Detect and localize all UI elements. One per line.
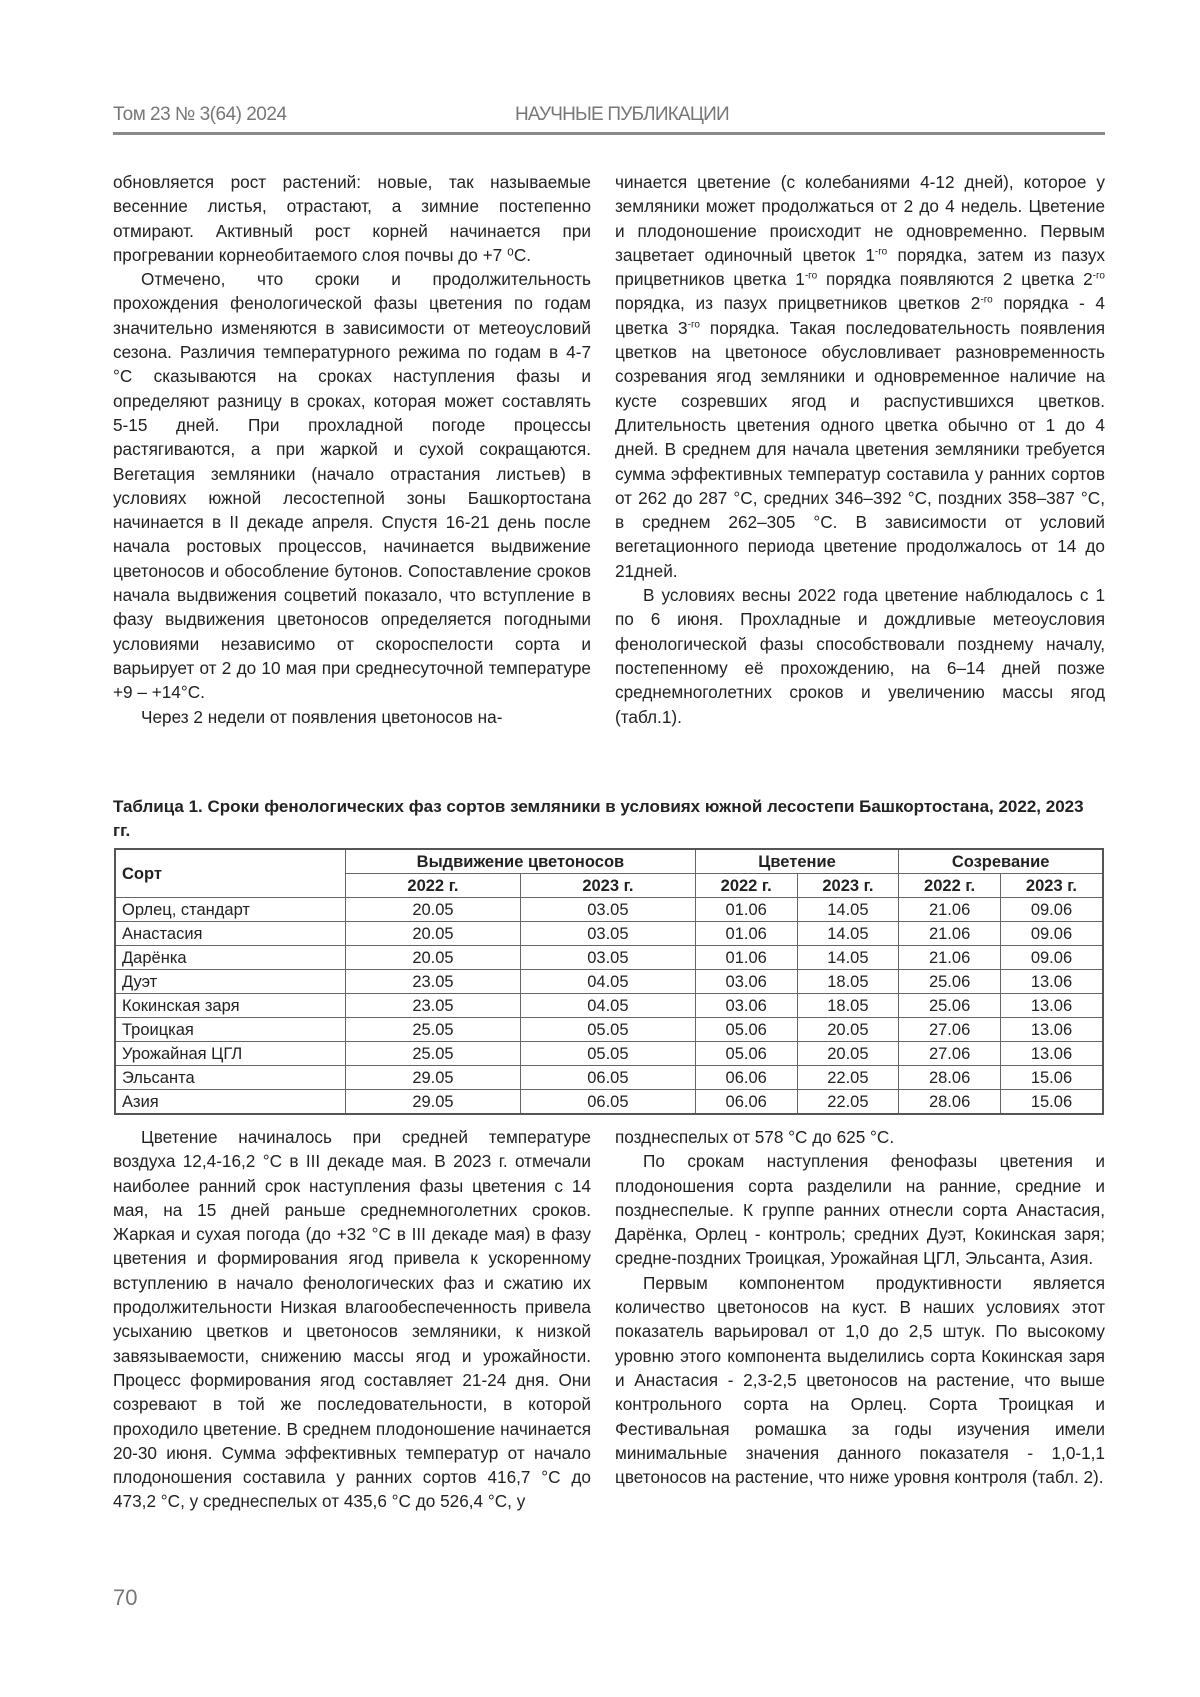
cell-date: 06.06 (695, 1066, 797, 1090)
cell-date: 20.05 (346, 922, 521, 946)
cell-date: 15.06 (1000, 1090, 1103, 1115)
paragraph: Отмечено, что сроки и продолжительность прохождения фенологической фазы цветения по годам значительно изменяются в зависимости от метеоусловий сезона. Различия температурного режима по годам в 4-7 °С сказываются на сроках наступления фазы и определяют разницу в сроках, которая может составлять 5-15 дней. При прохладной погоде процессы растягиваются, а при жаркой и сухой сокращаются. Вегетация земляники (начало отрастания листьев) в условиях южной лесостепной зоны Башкортостана начинается в II декаде апреля. Спустя 16-21 день после начала ростовых процессов, начинается выдвижение цветоносов и обособление бутонов. Сопоставление сроков начала выдвижения соцветий показало, что вступление в фазу выдвижения цветоносов определяется погодными условиями независимо от скороспелости сорта и варьирует от 2 до 10 мая при среднесуточной температуре +9 – +14°С. (113, 269, 591, 703)
cell-variety: Дуэт (115, 970, 346, 994)
cell-date: 05.05 (520, 1042, 695, 1066)
cell-date: 20.05 (797, 1018, 899, 1042)
col-header-sort: Сорт (115, 849, 346, 898)
cell-date: 20.05 (797, 1042, 899, 1066)
cell-date: 09.06 (1000, 922, 1103, 946)
cell-date: 18.05 (797, 994, 899, 1018)
cell-date: 09.06 (1000, 946, 1103, 970)
cell-date: 01.06 (695, 898, 797, 922)
paragraph: позднеспелых от 578 °С до 625 °С. (615, 1127, 895, 1147)
text-run: порядка. Такая последовательность появления цветков на цветоносе обусловливает разновременность созревания ягод земляники и одновременное наличие на кусте созревших ягод и распустившихся цветков. Длительность цветения одного цветка обычно от 1 до 4 дней. В среднем для начала цветения земляники требуется сумма эффективных температур составила у ранних сортов от 262 до 287 °С, средних 346–392 °С, поздних 358–387 °С, в среднем 262–305 °С. В зависимости от условий вегетационного периода цветение продолжалось от 14 до 21дней. (615, 317, 1106, 581)
cell-date: 27.06 (899, 1018, 1001, 1042)
cell-date: 20.05 (346, 898, 521, 922)
cell-date: 20.05 (346, 946, 521, 970)
cell-date: 05.06 (695, 1018, 797, 1042)
table-row (115, 946, 1103, 970)
cell-date: 14.05 (797, 898, 899, 922)
text-run: чинается цветение (с колебаниями 4-12 дней), которое у земляники может продолжаться от 2 до 4 недель. Цветение и плодоношение происходит не одновременно. Первым зацветает одиночный цветок 1 (615, 172, 1105, 265)
cell-date: 06.05 (520, 1066, 695, 1090)
cell-date: 21.06 (899, 922, 1001, 946)
left-column-top (113, 170, 591, 729)
cell-date: 06.06 (695, 1090, 797, 1115)
cell-date: 14.05 (797, 946, 899, 970)
right-column-bottom (615, 1125, 1105, 1489)
text-run: порядка, из пазух прицветников цветков 2 (615, 293, 981, 314)
cell-date: 13.06 (1000, 1018, 1103, 1042)
superscript: -го (687, 319, 700, 331)
col-group-header: Выдвижение цветоносов (346, 849, 696, 874)
table-row (115, 994, 1103, 1018)
paragraph: По срокам наступления фенофазы цветения и плодоношения сорта разделили на ранние, средние и позднеспелые. К группе ранних отнесли сорта Анастасия, Дарёнка, Орлец - контроль; средних Дуэт, Кокинская заря; средне-поздних Троицкая, Урожайная ЦГЛ, Эльсанта, Азия. (615, 1151, 1105, 1269)
cell-date: 03.06 (695, 970, 797, 994)
table-row (115, 1042, 1103, 1066)
cell-date: 06.05 (520, 1090, 695, 1115)
cell-date: 25.05 (346, 1018, 521, 1042)
table-row (115, 898, 1103, 922)
col-header-year: 2023 г. (520, 874, 695, 898)
cell-date: 05.05 (520, 1018, 695, 1042)
text-run: порядка, затем из пазух прицветников цветка 1 (615, 244, 1106, 290)
text-run: порядка - 4 цветка 3 (615, 293, 1105, 338)
cell-date: 28.06 (899, 1090, 1001, 1115)
table-row (115, 1066, 1103, 1090)
page-number: 70 (113, 1585, 138, 1610)
header-rule (113, 132, 1105, 135)
paragraph: Первым компонентом продуктивности является количество цветоносов на куст. В наших условиях этот показатель варьировал от 1,0 до 2,5 штук. По высокому уровню этого компонента выделились сорта Кокинская заря и Анастасия - 2,3-2,5 цветоносов на растение, что выше контрольного сорта на Орлец. Сорта Троицкая и Фестивальная ромашка за годы изучения имели минимальные значения данного показателя - 1,0-1,1 цветоносов на растение, что ниже уровня контроля (табл. 2). (615, 1272, 1105, 1488)
paragraph: Цветение начиналось при средней температуре воздуха 12,4-16,2 °С в III декаде мая. В 2023 г. отмечали наиболее ранний срок наступления фазы цветения с 14 мая, на 15 дней раньше среднемноголетних сроков. Жаркая и сухая погода (до +32 °С в III декаде мая) в фазу цветения и формирования ягод привела к ускоренному вступлению в начало фенологических фаз и сжатию их продолжительности Низкая влагообеспеченность привела усыханию цветков и цветоносов земляники, к низкой завязываемости, снижению массы ягод и урожайности. Процесс формирования ягод составляет 21-24 дня. Они созревают в той же последовательности, в которой проходило цветение. В среднем плодоношение начинается 20-30 июня. Сумма эффективных температур от начало плодоношения составила у ранних сортов 416,7 °С до 473,2 °С, у среднеспелых от 435,6 °С до 526,4 °С, у (113, 1127, 591, 1512)
superscript: -го (874, 246, 888, 258)
cell-date: 03.05 (520, 922, 695, 946)
col-group-header: Цветение (695, 849, 898, 874)
cell-date: 13.06 (1000, 970, 1103, 994)
cell-date: 29.05 (346, 1066, 521, 1090)
paragraph: обновляется рост растений: новые, так называемые весенние листья, отрастают, а зимние постепенно отмирают. Активный рост корней начинается при прогревании корнеобитаемого слоя почвы до +7 ⁰С. (113, 172, 591, 265)
cell-date: 27.06 (899, 1042, 1001, 1066)
col-header-year: 2022 г. (346, 874, 521, 898)
cell-date: 09.06 (1000, 898, 1103, 922)
col-header-year: 2023 г. (797, 874, 899, 898)
cell-date: 14.05 (797, 922, 899, 946)
cell-date: 01.06 (695, 946, 797, 970)
cell-date: 23.05 (346, 994, 521, 1018)
cell-variety: Урожайная ЦГЛ (115, 1042, 346, 1066)
table-row (115, 970, 1103, 994)
left-column-bottom (113, 1125, 591, 1514)
right-column-top (615, 170, 1105, 729)
col-header-year: 2022 г. (695, 874, 797, 898)
cell-date: 23.05 (346, 970, 521, 994)
cell-date: 28.06 (899, 1066, 1001, 1090)
cell-date: 22.05 (797, 1090, 899, 1115)
paragraph: Через 2 недели от появления цветоносов на- (141, 706, 503, 727)
superscript: -го (804, 270, 818, 282)
cell-date: 21.06 (899, 898, 1001, 922)
cell-date: 21.06 (899, 946, 1001, 970)
cell-date: 05.06 (695, 1042, 797, 1066)
superscript: -го (980, 294, 993, 306)
paragraph: В условиях весны 2022 года цветение наблюдалось с 1 по 6 июня. Прохладные и дождливые метеоусловия фенологической фазы способствовали позднему началу, постепенному её прохождению, на 6–14 дней позже среднемноголетних сроков и увеличению массы ягод (табл.1). (615, 585, 1105, 727)
cell-date: 13.06 (1000, 994, 1103, 1018)
cell-date: 25.06 (899, 994, 1001, 1018)
cell-date: 29.05 (346, 1090, 521, 1115)
cell-date: 15.06 (1000, 1066, 1103, 1090)
cell-date: 25.06 (899, 970, 1001, 994)
cell-variety: Кокинская заря (115, 994, 346, 1018)
table-row (115, 922, 1103, 946)
cell-date: 25.05 (346, 1042, 521, 1066)
cell-variety: Анастасия (115, 922, 346, 946)
phenology-table (114, 848, 1104, 1115)
col-header-year: 2023 г. (1000, 874, 1103, 898)
cell-date: 13.06 (1000, 1042, 1103, 1066)
table-row (115, 1018, 1103, 1042)
cell-date: 03.05 (520, 898, 695, 922)
journal-rubric: НАУЧНЫЕ ПУБЛИКАЦИИ (515, 104, 729, 125)
text-run: порядка появляются 2 цветка 2 (817, 269, 1093, 290)
cell-date: 03.06 (695, 994, 797, 1018)
cell-date: 22.05 (797, 1066, 899, 1090)
cell-variety: Орлец, стандарт (115, 898, 346, 922)
paragraph (615, 170, 1105, 583)
superscript: -го (1092, 270, 1105, 282)
col-header-year: 2022 г. (899, 874, 1001, 898)
cell-variety: Азия (115, 1090, 346, 1115)
cell-date: 01.06 (695, 922, 797, 946)
cell-date: 04.05 (520, 994, 695, 1018)
cell-date: 18.05 (797, 970, 899, 994)
journal-volume: Том 23 № 3(64) 2024 (113, 104, 287, 125)
table-row (115, 1090, 1103, 1115)
cell-variety: Эльсанта (115, 1066, 346, 1090)
cell-date: 03.05 (520, 946, 695, 970)
cell-variety: Троицкая (115, 1018, 346, 1042)
cell-variety: Дарёнка (115, 946, 346, 970)
cell-date: 04.05 (520, 970, 695, 994)
col-group-header: Созревание (899, 849, 1103, 874)
table-caption: Таблица 1. Сроки фенологических фаз сортов земляники в условиях южной лесостепи Башкортостана, 2022, 2023 гг. (113, 797, 1084, 840)
